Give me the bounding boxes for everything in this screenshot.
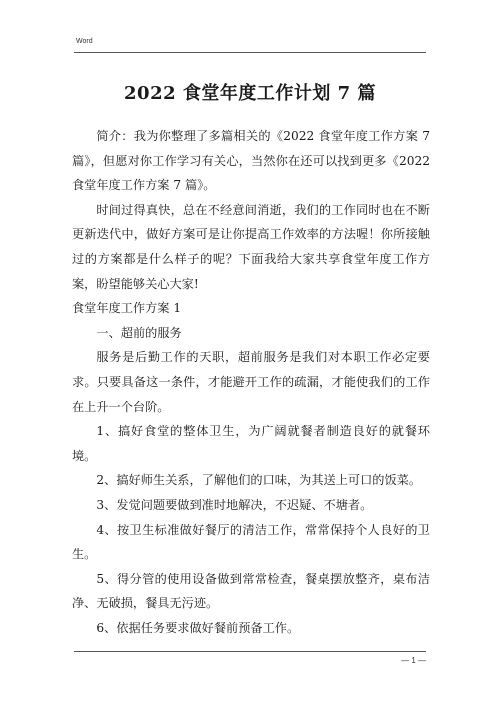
- header-app-label: Word: [76, 38, 93, 45]
- list-item: 4、按卫生标准做好餐厅的清洁工作，常常保持个人良好的卫生。: [72, 522, 430, 562]
- document-body: [72, 124, 430, 640]
- list-item: 5、得分管的使用设备做到常常检查，餐桌摆放整齐，桌布洁净、无破损，餐具无污迹。: [72, 571, 430, 611]
- paragraph-intro: 简介：我为你整理了多篇相关的《2022 食堂年度工作方案 7 篇》，但愿对你工作学习有关心，当然你在还可以找到更多《2022 食堂年度工作方案 7 篇》。: [72, 129, 430, 193]
- footer-divider: [74, 651, 426, 652]
- page-number: — 1 —: [401, 656, 426, 665]
- list-item: 1、搞好食堂的整体卫生，为广阔就餐者制造良好的就餐环境。: [72, 424, 430, 463]
- paragraph-service: 服务是后勤工作的天职，超前服务是我们对本职工作必定要求。只要具备这一条件，才能避开工作的疏漏，才能使我们的工作在上升一个台阶。: [72, 350, 430, 414]
- header-divider: [74, 52, 426, 53]
- section-heading: 食堂年度工作方案 1: [72, 301, 182, 316]
- paragraph-opening: 时间过得真快，总在不经意间消逝，我们的工作同时也在不断更新迭代中，做好方案可是让你提高工作效率的方法喔！你所接触过的方案都是什么样子的呢？下面我给大家共享食堂年度工作方案，盼望能够关心大家!: [72, 202, 430, 291]
- document-title: 2022 食堂年度工作计划 7 篇: [124, 83, 376, 104]
- list-item: 3、发觉问题要做到准时地解决，不迟疑、不塘者。: [96, 497, 373, 512]
- subsection-heading: 一、超前的服务: [96, 325, 182, 340]
- list-item: 6、依据任务要求做好餐前预备工作。: [96, 620, 300, 635]
- list-item: 2、搞好师生关系，了解他们的口味，为其送上可口的饭菜。: [96, 473, 422, 488]
